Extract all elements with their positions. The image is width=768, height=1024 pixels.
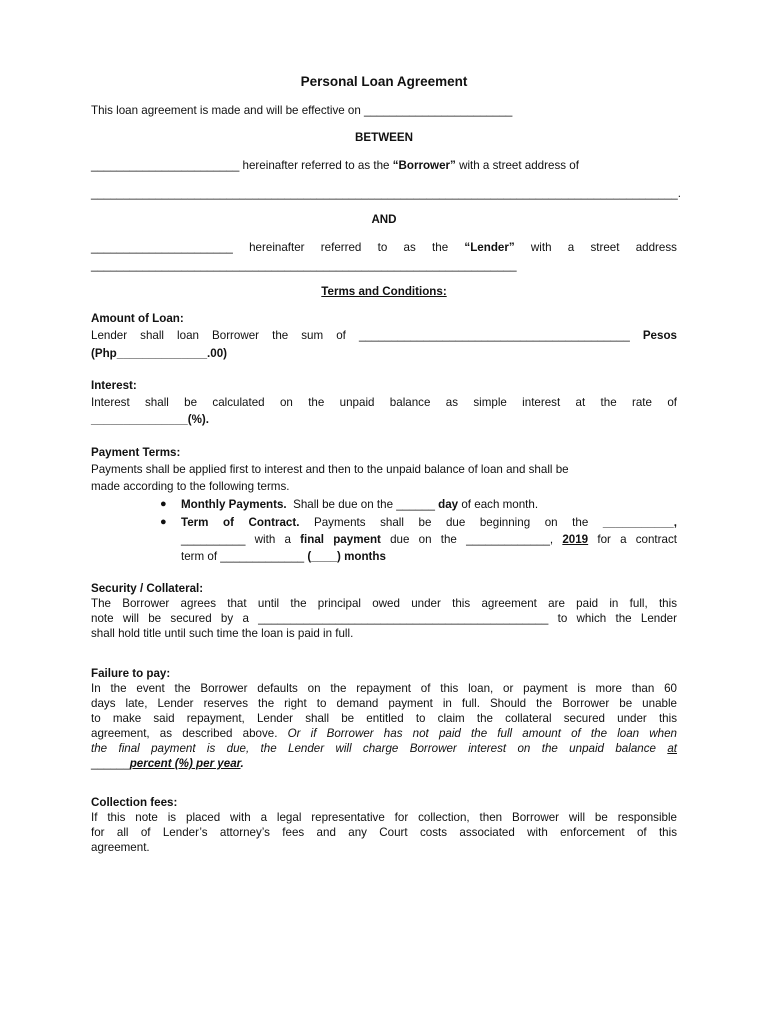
failure-line4-a: agreement, as described above.: [91, 727, 288, 740]
failure-line4-b: Or if Borrower has not paid the full amount of the loan when: [287, 727, 678, 740]
borrower-pre: hereinafter referred to as the: [239, 159, 393, 172]
failure-line5-a: the final payment is due, the Lender will charge Borrower interest on the unpaid balance: [91, 742, 668, 755]
term-line2-c: for a contract: [588, 533, 677, 546]
failure-rate-blank: ______: [91, 757, 130, 770]
lender-name-blank: ______________________: [91, 241, 233, 254]
failure-line3: to make said repayment, Lender shall be entitled to claim the collateral secured under this: [91, 712, 677, 725]
page-title: Personal Loan Agreement: [300, 74, 468, 89]
collateral-blank: _____________________________________________: [258, 612, 549, 625]
monthly-payments-item: [181, 497, 538, 512]
failure-line4: [91, 726, 677, 741]
interest-line: Interest shall be calculated on the unpaid balance as simple interest at the rate of: [91, 396, 677, 409]
monthly-day: day: [438, 498, 459, 511]
term-contract-line2: [181, 532, 677, 547]
lender-pre: hereinafter referred to as the: [249, 241, 449, 254]
monthly-label: Monthly Payments.: [181, 498, 287, 511]
security-line3: shall hold title until such time the loan is paid in full.: [91, 627, 354, 640]
collection-line3: agreement.: [91, 841, 150, 854]
terms-heading: Terms and Conditions:: [321, 285, 447, 298]
failure-line2: days late, Lender reserves the right to demand payment in full. Should the Borrower be unable: [91, 697, 677, 710]
amount-text: Lender shall loan Borrower the sum of: [91, 329, 346, 342]
between-heading: BETWEEN: [355, 131, 413, 144]
security-heading: Security / Collateral:: [91, 582, 204, 595]
security-line1: The Borrower agrees that until the principal owed under this agreement are paid in full, this: [91, 597, 677, 610]
failure-line1: In the event the Borrower defaults on the repayment of this loan, or payment is more than 60: [91, 682, 677, 695]
term-months: (____) months: [307, 550, 386, 563]
security-line2: [91, 611, 677, 626]
term-contract-item: [181, 515, 677, 530]
term-line3-a: term of _____________: [181, 550, 308, 563]
collection-line1: If this note is placed with a legal representative for collection, then Borrower will be responsible: [91, 811, 677, 824]
borrower-post: with a street address of: [455, 159, 579, 172]
borrower-address-line: ___________________________________________________________________________________________.: [91, 187, 681, 200]
security-pre: note will be secured by a: [91, 612, 249, 625]
payment-terms-heading: Payment Terms:: [91, 446, 181, 459]
intro-line: This loan agreement is made and will be effective on _______________________: [91, 104, 513, 117]
failure-line5-b: at: [667, 742, 677, 755]
lender-post: with a street address: [530, 241, 677, 254]
interest-rate-blank: _______________(%).: [91, 413, 209, 426]
collection-line2: for all of Lender’s attorney’s fees and any Court costs associated with enforcement of this: [91, 826, 677, 839]
term-blank: ___________,: [602, 516, 677, 529]
amount-line: [91, 328, 677, 343]
amount-currency: Pesos: [642, 329, 677, 342]
and-heading: AND: [371, 213, 397, 226]
lender-label: “Lender”: [464, 241, 515, 254]
payment-terms-line2: made according to the following terms.: [91, 480, 290, 493]
monthly-text: Shall be due on the ______: [286, 498, 439, 511]
failure-line6: [91, 756, 244, 771]
amount-php-line: (Php______________.00): [91, 347, 228, 360]
monthly-post: of each month.: [458, 498, 539, 511]
term-line2-a: __________ with a: [181, 533, 301, 546]
borrower-label: “Borrower”: [392, 159, 456, 172]
amount-heading: Amount of Loan:: [91, 312, 184, 325]
collection-heading: Collection fees:: [91, 796, 178, 809]
amount-words-blank: __________________________________________: [358, 329, 630, 342]
term-year: 2019: [562, 533, 589, 546]
term-contract-line3: [181, 549, 386, 564]
failure-heading: Failure to pay:: [91, 667, 171, 680]
lender-line: [91, 240, 677, 255]
final-payment-label: final payment: [300, 533, 381, 546]
interest-heading: Interest:: [91, 379, 137, 392]
bullet-dot: ●: [160, 498, 167, 510]
borrower-name-blank: _______________________: [91, 159, 240, 172]
failure-percent: percent (%) per year: [129, 757, 241, 770]
term-label: Term of Contract.: [181, 516, 300, 529]
bullet-dot: ●: [160, 516, 167, 528]
security-post: to which the Lender: [557, 612, 677, 625]
lender-address-line: __________________________________________________________________: [91, 259, 517, 272]
failure-period: .: [240, 757, 244, 770]
borrower-line: [91, 158, 579, 173]
failure-line5: [91, 741, 677, 756]
term-text: Payments shall be due beginning on the: [314, 516, 589, 529]
payment-terms-line1: Payments shall be applied first to interest and then to the unpaid balance of loan and shall be: [91, 463, 569, 476]
term-line2-b: due on the _____________,: [380, 533, 563, 546]
